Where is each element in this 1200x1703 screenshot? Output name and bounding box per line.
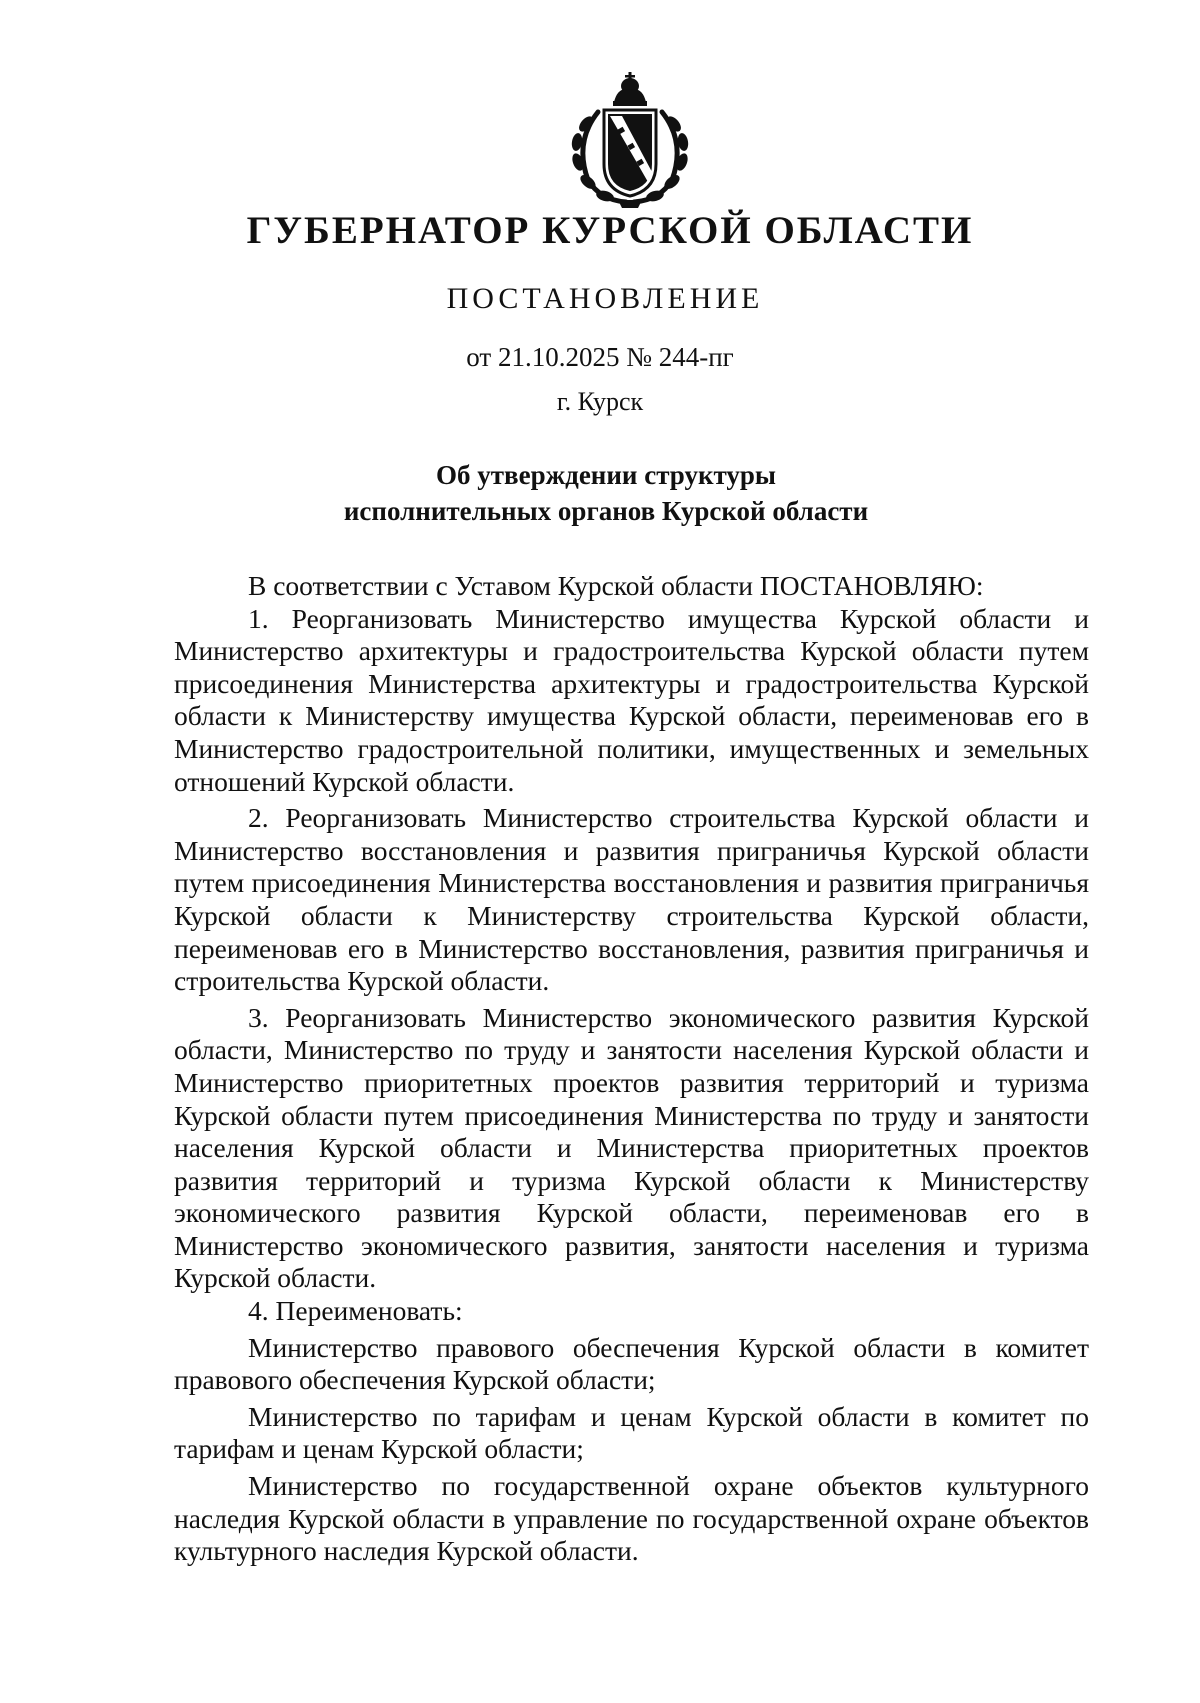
document-body [174, 570, 1089, 1568]
clause-4-item-tariffs: Министерство по тарифам и ценам Курской области в комитет по тарифам и ценам Курской области; [174, 1400, 1089, 1465]
kursk-oblast-coat-of-arms-icon [560, 72, 700, 210]
document-date-number: от 21.10.2025 № 244-пг [466, 342, 734, 372]
document-city: г. Курск [556, 387, 644, 416]
issuing-authority: ГУБЕРНАТОР КУРСКОЙ ОБЛАСТИ [246, 209, 974, 252]
clause-2-paragraph: 2. Реорганизовать Министерство строительства Курской области и Министерство восстановления и развития приграничья Курской области путем присоединения Министерства восстановления и развития приграничья Курской области к Министерству строительства Курской области, переименовав его в Министерство восстановления, развития приграничья и строительства Курской области. [174, 802, 1089, 997]
clause-4-paragraph: 4. Переименовать: [248, 1295, 463, 1327]
clause-3-paragraph: 3. Реорганизовать Министерство экономического развития Курской области, Министерство по труду и занятости населения Курской области и Министерство приоритетных проектов развития территорий и туризма Курской области путем присоединения Министерства по труду и занятости населения Курской области и Министерства приоритетных проектов развития территорий и туризма Курской области к Министерству экономического развития Курской области, переименовав его в Министерство экономического развития, занятости населения и туризма Курской области. [174, 1001, 1089, 1294]
document-title [0, 457, 1200, 529]
document-title-line-1: Об утверждении структуры [435, 460, 777, 490]
document-title-line-2: исполнительных органов Курской области [343, 496, 869, 526]
document-type: ПОСТАНОВЛЕНИЕ [446, 282, 764, 315]
clause-4-item-legal: Министерство правового обеспечения Курской области в комитет правового обеспечения Курской области; [174, 1331, 1089, 1396]
intro-paragraph: В соответствии с Уставом Курской области ПОСТАНОВЛЯЮ: [248, 570, 984, 601]
clause-1-paragraph: 1. Реорганизовать Министерство имущества Курской области и Министерство архитектуры и градостроительства Курской области путем присоединения Министерства архитектуры и градостроительства Курской области к Министерству имущества Курской области, переименовав его в Министерство градостроительной политики, имущественных и земельных отношений Курской области. [174, 602, 1089, 797]
clause-4-item-heritage: Министерство по государственной охране объектов культурного наследия Курской области в управление по государственной охране объектов культурного наследия Курской области. [174, 1470, 1089, 1567]
